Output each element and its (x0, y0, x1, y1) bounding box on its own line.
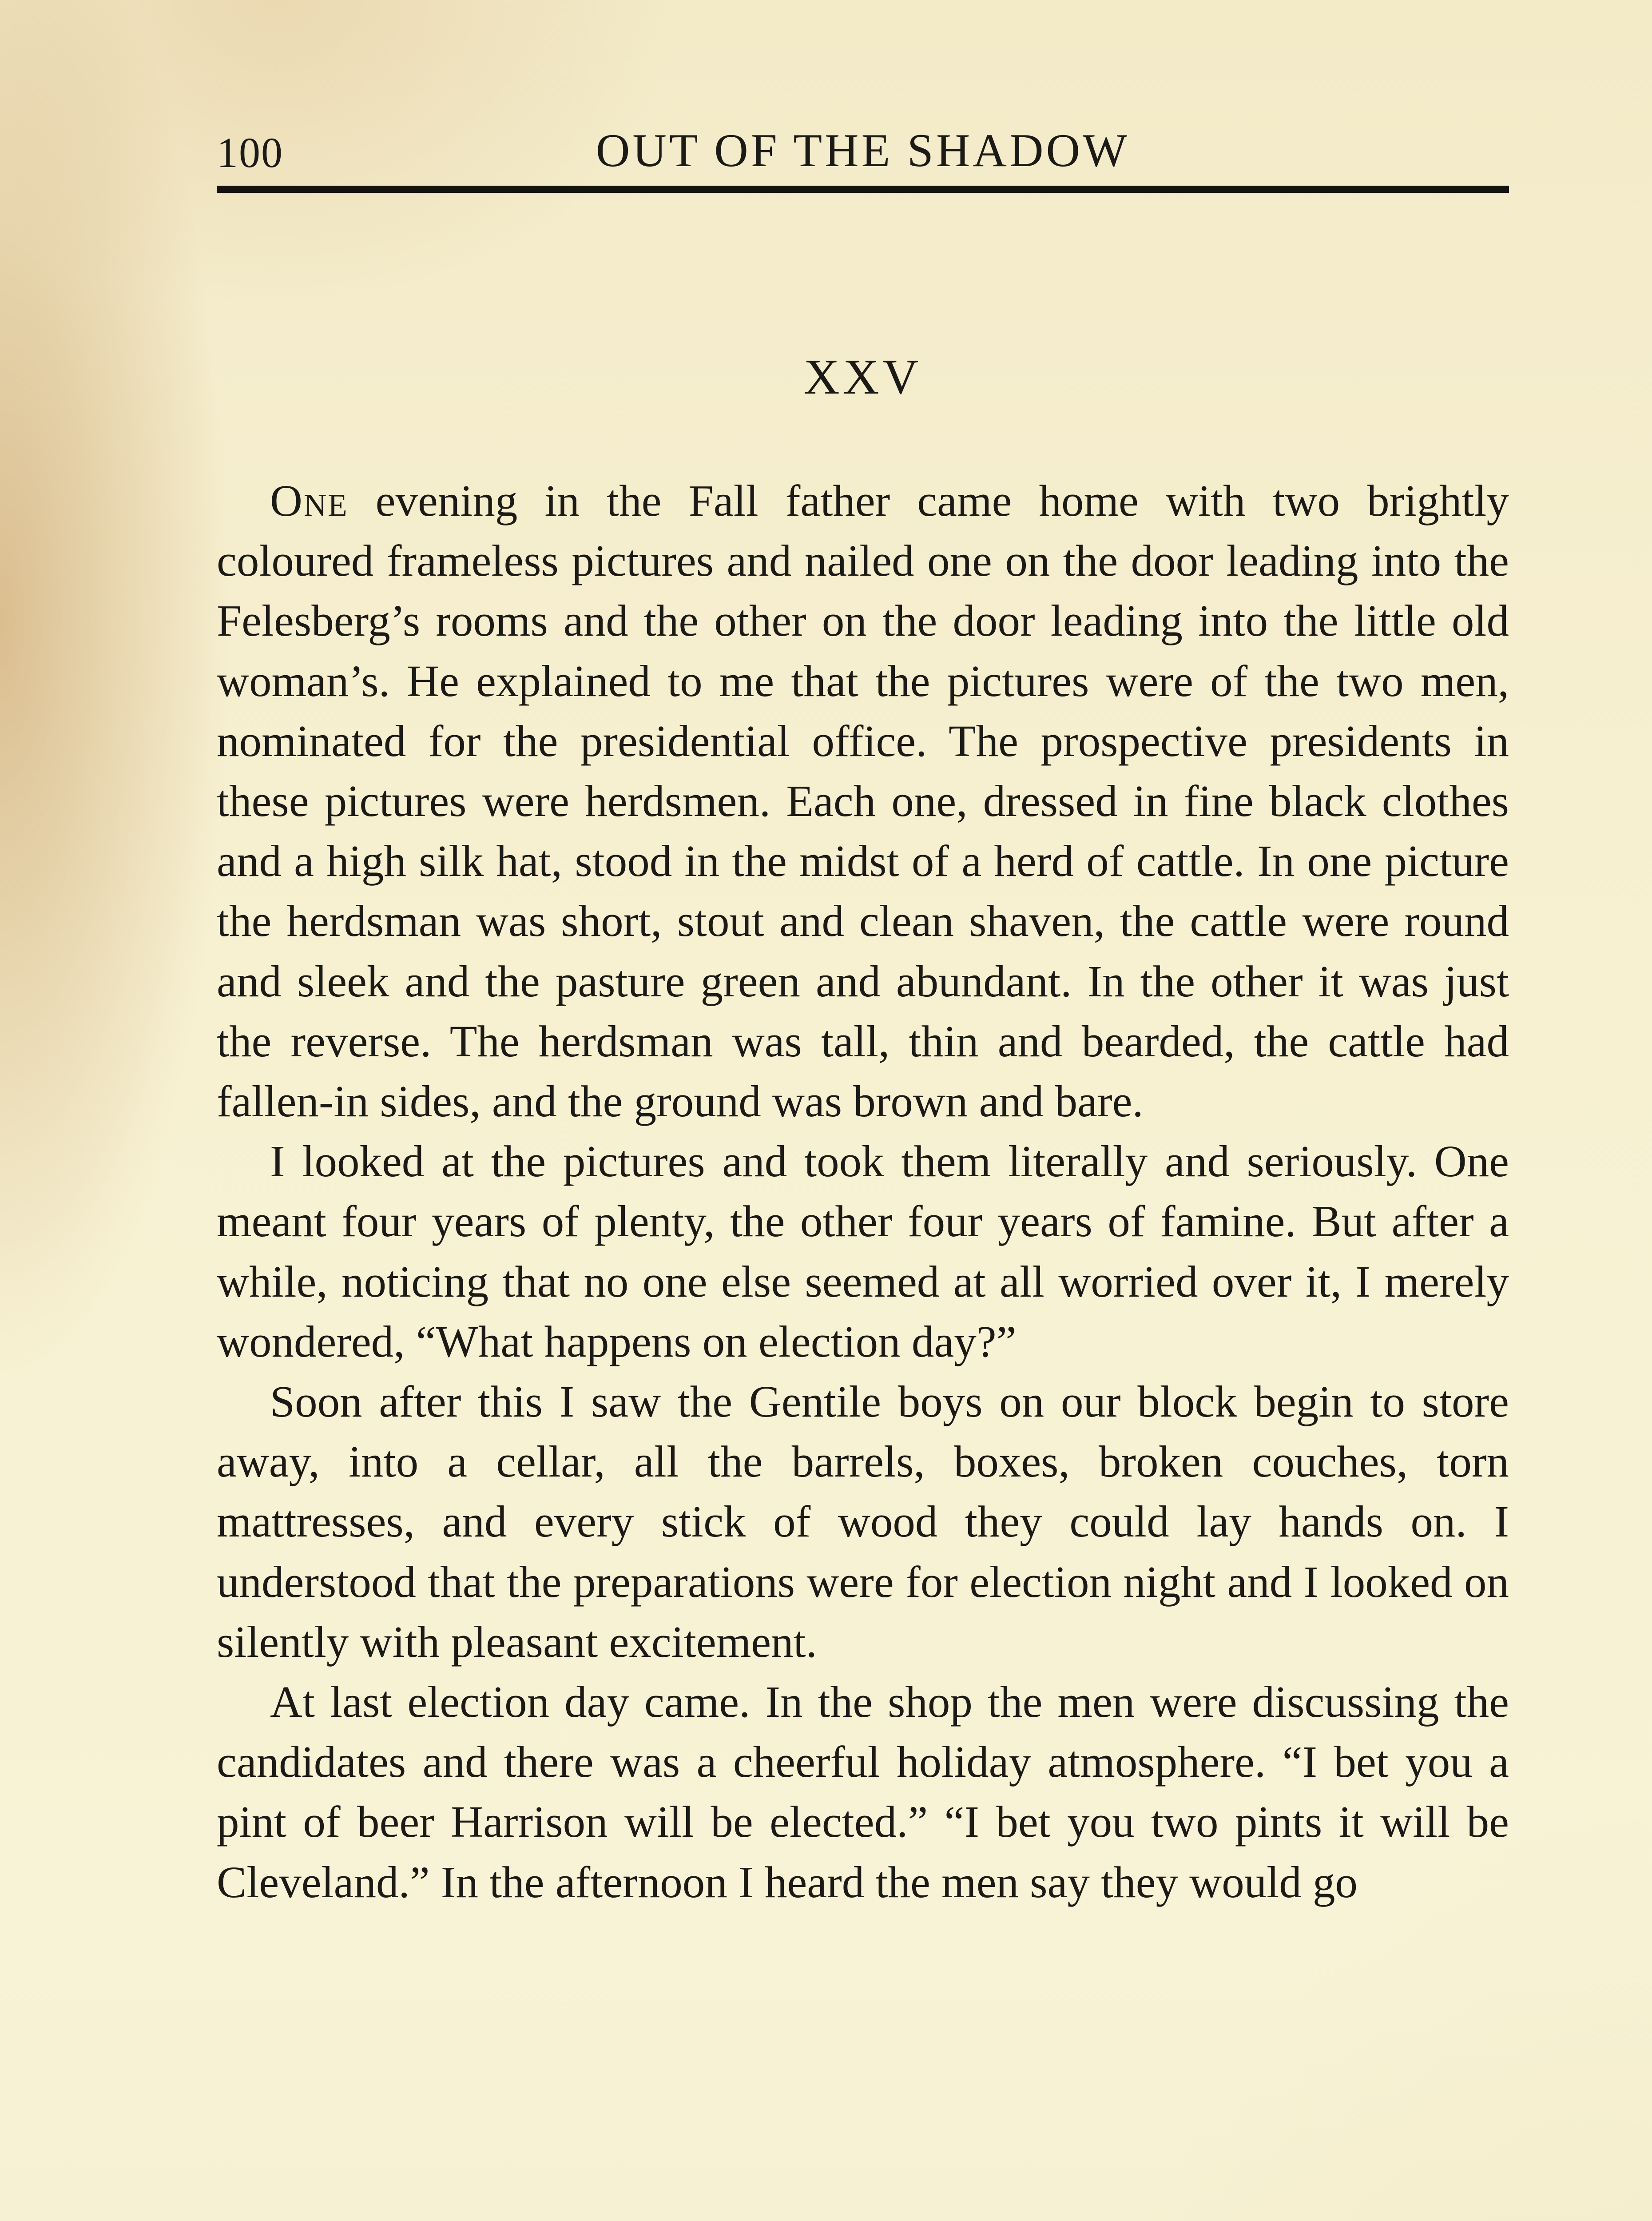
paragraph-1 (217, 471, 1509, 1131)
running-head (217, 110, 1509, 177)
paragraph-text: evening in the Fall father came home with two brightly coloured frameless pictures and nailed one on the door leading into the Felesberg’s rooms and the other on the door leading into the little old woman’s. He explained to me that the pictures were of the two men, nominated for the presidential office. The prospective presidents in these pictures were herdsmen. Each one, dressed in fine black clothes and a high silk hat, stood in the midst of a herd of cattle. In one picture the herdsman was short, stout and clean shaven, the cattle were round and sleek and the pasture green and abundant. In the other it was just the reverse. The herdsman was tall, thin and bearded, the cattle had fallen-in sides, and the ground was brown and bare. (217, 476, 1509, 1126)
paragraph-4: At last election day came. In the shop the men were discussing the candidates and there was a cheerful holiday atmosphere. “I bet you a pint of beer Harrison will be elected.” “I bet you two pints it will be Cleveland.” In the afternoon I heard the men say they would go (217, 1677, 1509, 1907)
paragraph-2: I looked at the pictures and took them literally and seriously. One meant four years of plenty, the other four years of famine. But after a while, noticing that no one else seemed at all worried over it, I merely wondered, “What happens on election day?” (217, 1136, 1509, 1366)
page-number: 100 (217, 129, 283, 176)
header-rule (217, 186, 1509, 193)
running-title: OUT OF THE SHADOW (596, 124, 1130, 176)
paragraph-3: Soon after this I saw the Gentile boys on our block begin to store away, into a cellar, all the barrels, boxes, broken couches, torn mattresses, and every stick of wood they could lay hands on. I understood that the preparations were for election night and I looked on silently with pleasant excitement. (217, 1377, 1509, 1667)
body-text (217, 471, 1509, 1912)
chapter-heading: XXV (803, 350, 922, 405)
paragraph-lead-word: One (270, 476, 349, 525)
